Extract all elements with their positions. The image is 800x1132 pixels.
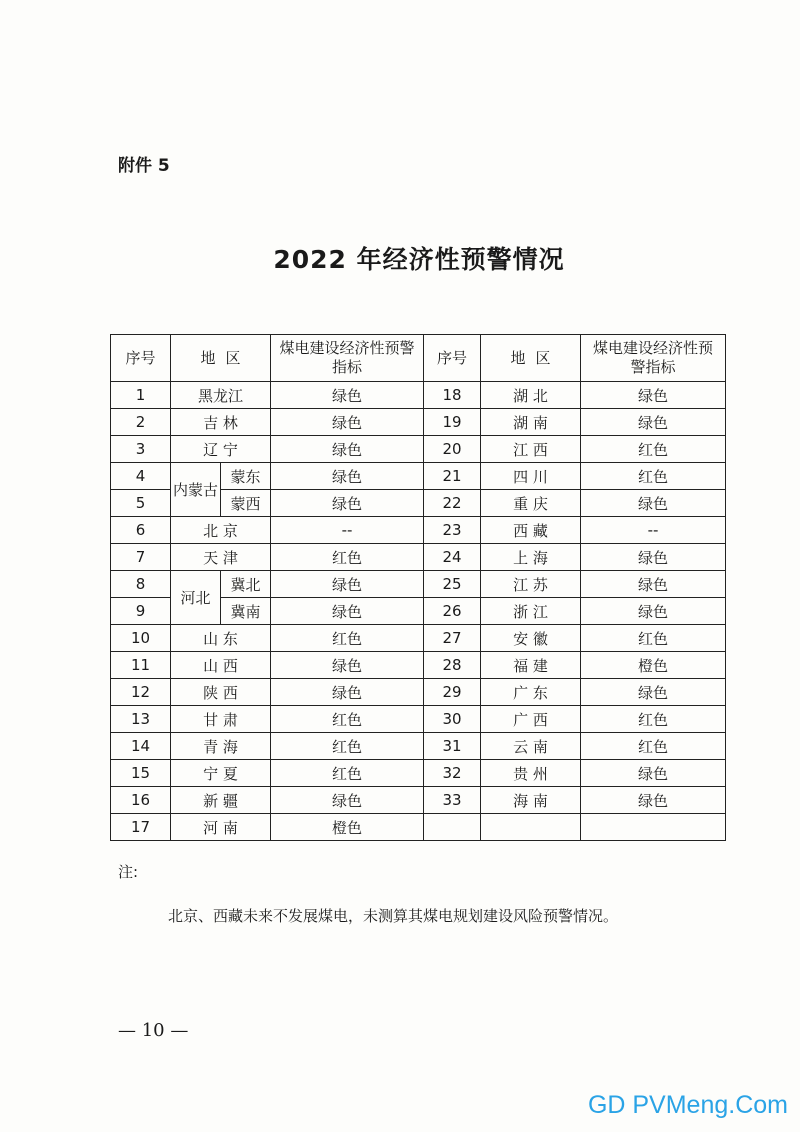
seq-cell: 5	[111, 490, 171, 517]
region-cell	[481, 814, 581, 841]
seq-cell: 32	[424, 760, 481, 787]
region-cell: 广 西	[481, 706, 581, 733]
region-cell: 新 疆	[171, 787, 271, 814]
indicator-cell: 绿色	[581, 490, 726, 517]
region-cell: 辽 宁	[171, 436, 271, 463]
seq-cell: 9	[111, 598, 171, 625]
region-cell: 海 南	[481, 787, 581, 814]
table-row	[111, 625, 726, 652]
seq-cell: 27	[424, 625, 481, 652]
indicator-cell: 绿色	[581, 382, 726, 409]
region-cell: 西 藏	[481, 517, 581, 544]
indicator-cell: 绿色	[271, 652, 424, 679]
attachment-label: 附件 5	[118, 156, 170, 176]
indicator-cell: 绿色	[271, 490, 424, 517]
region-cell: 甘 肃	[171, 706, 271, 733]
indicator-cell: 绿色	[271, 571, 424, 598]
table-row	[111, 679, 726, 706]
region-cell: 广 东	[481, 679, 581, 706]
subregion-cell: 蒙东	[221, 463, 271, 490]
table-row	[111, 517, 726, 544]
indicator-cell: 红色	[581, 463, 726, 490]
region-cell: 浙 江	[481, 598, 581, 625]
seq-cell: 20	[424, 436, 481, 463]
region-cell: 江 苏	[481, 571, 581, 598]
seq-cell: 13	[111, 706, 171, 733]
table-row	[111, 814, 726, 841]
header-indicator-left: 煤电建设经济性预警指标	[271, 335, 424, 382]
indicator-cell: 红色	[271, 706, 424, 733]
seq-cell: 16	[111, 787, 171, 814]
seq-cell: 25	[424, 571, 481, 598]
seq-cell: 28	[424, 652, 481, 679]
warning-table	[110, 334, 726, 841]
indicator-cell: 绿色	[581, 571, 726, 598]
table-row	[111, 706, 726, 733]
seq-cell	[424, 814, 481, 841]
indicator-cell: 红色	[581, 436, 726, 463]
seq-cell: 12	[111, 679, 171, 706]
seq-cell: 33	[424, 787, 481, 814]
indicator-cell: 绿色	[271, 409, 424, 436]
seq-cell: 4	[111, 463, 171, 490]
seq-cell: 19	[424, 409, 481, 436]
seq-cell: 18	[424, 382, 481, 409]
region-cell: 上 海	[481, 544, 581, 571]
table-row	[111, 409, 726, 436]
indicator-cell: 绿色	[271, 598, 424, 625]
region-group-cell: 内蒙古	[171, 463, 221, 517]
table-row	[111, 544, 726, 571]
table-row	[111, 436, 726, 463]
indicator-cell: --	[581, 517, 726, 544]
region-cell: 北 京	[171, 517, 271, 544]
region-cell: 宁 夏	[171, 760, 271, 787]
note-label: 注:	[118, 863, 139, 881]
indicator-cell: 红色	[581, 733, 726, 760]
indicator-cell: 绿色	[271, 436, 424, 463]
header-region-left: 地区	[171, 335, 271, 382]
seq-cell: 10	[111, 625, 171, 652]
subregion-cell: 蒙西	[221, 490, 271, 517]
region-cell: 贵 州	[481, 760, 581, 787]
indicator-cell: 绿色	[271, 787, 424, 814]
seq-cell: 15	[111, 760, 171, 787]
seq-cell: 30	[424, 706, 481, 733]
seq-cell: 17	[111, 814, 171, 841]
indicator-cell: 红色	[581, 625, 726, 652]
table-row	[111, 463, 726, 490]
indicator-cell: 绿色	[581, 787, 726, 814]
region-cell: 青 海	[171, 733, 271, 760]
header-indicator-right: 煤电建设经济性预警指标	[581, 335, 726, 382]
subregion-cell: 冀南	[221, 598, 271, 625]
seq-cell: 7	[111, 544, 171, 571]
region-cell: 四 川	[481, 463, 581, 490]
indicator-cell: 红色	[271, 733, 424, 760]
indicator-cell: 橙色	[271, 814, 424, 841]
seq-cell: 29	[424, 679, 481, 706]
table-row	[111, 382, 726, 409]
region-cell: 重 庆	[481, 490, 581, 517]
seq-cell: 31	[424, 733, 481, 760]
seq-cell: 24	[424, 544, 481, 571]
indicator-cell: 绿色	[581, 544, 726, 571]
indicator-cell: --	[271, 517, 424, 544]
seq-cell: 3	[111, 436, 171, 463]
region-cell: 江 西	[481, 436, 581, 463]
watermark: GD PVMeng.Com	[587, 1091, 788, 1119]
region-cell: 福 建	[481, 652, 581, 679]
indicator-cell: 绿色	[581, 598, 726, 625]
seq-cell: 22	[424, 490, 481, 517]
page-number: — 10 —	[118, 1020, 189, 1041]
region-cell: 山 西	[171, 652, 271, 679]
indicator-cell: 绿色	[581, 760, 726, 787]
header-region-right: 地区	[481, 335, 581, 382]
indicator-cell: 绿色	[271, 679, 424, 706]
region-cell: 湖 南	[481, 409, 581, 436]
indicator-cell: 红色	[271, 760, 424, 787]
region-cell: 山 东	[171, 625, 271, 652]
table-header-row	[111, 335, 726, 382]
indicator-cell: 绿色	[271, 463, 424, 490]
region-cell: 河 南	[171, 814, 271, 841]
seq-cell: 6	[111, 517, 171, 544]
region-cell: 陕 西	[171, 679, 271, 706]
region-cell: 湖 北	[481, 382, 581, 409]
indicator-cell: 绿色	[581, 679, 726, 706]
seq-cell: 11	[111, 652, 171, 679]
indicator-cell	[581, 814, 726, 841]
seq-cell: 21	[424, 463, 481, 490]
table-row	[111, 652, 726, 679]
table-row	[111, 787, 726, 814]
page-title: 2022 年经济性预警情况	[273, 245, 565, 274]
region-cell: 吉 林	[171, 409, 271, 436]
region-cell: 天 津	[171, 544, 271, 571]
region-cell: 云 南	[481, 733, 581, 760]
seq-cell: 8	[111, 571, 171, 598]
subregion-cell: 冀北	[221, 571, 271, 598]
seq-cell: 14	[111, 733, 171, 760]
indicator-cell: 红色	[271, 544, 424, 571]
region-group-cell: 河北	[171, 571, 221, 625]
indicator-cell: 红色	[581, 706, 726, 733]
seq-cell: 2	[111, 409, 171, 436]
region-cell: 安 徽	[481, 625, 581, 652]
table-row	[111, 733, 726, 760]
indicator-cell: 绿色	[581, 409, 726, 436]
region-cell: 黑龙江	[171, 382, 271, 409]
indicator-cell: 红色	[271, 625, 424, 652]
header-seq-left: 序号	[111, 335, 171, 382]
note-text: 北京、西藏未来不发展煤电，未测算其煤电规划建设风险预警情况。	[168, 907, 619, 925]
table-row	[111, 760, 726, 787]
seq-cell: 23	[424, 517, 481, 544]
seq-cell: 26	[424, 598, 481, 625]
indicator-cell: 绿色	[271, 382, 424, 409]
seq-cell: 1	[111, 382, 171, 409]
table-body	[111, 382, 726, 841]
table-row	[111, 571, 726, 598]
header-seq-right: 序号	[424, 335, 481, 382]
indicator-cell: 橙色	[581, 652, 726, 679]
